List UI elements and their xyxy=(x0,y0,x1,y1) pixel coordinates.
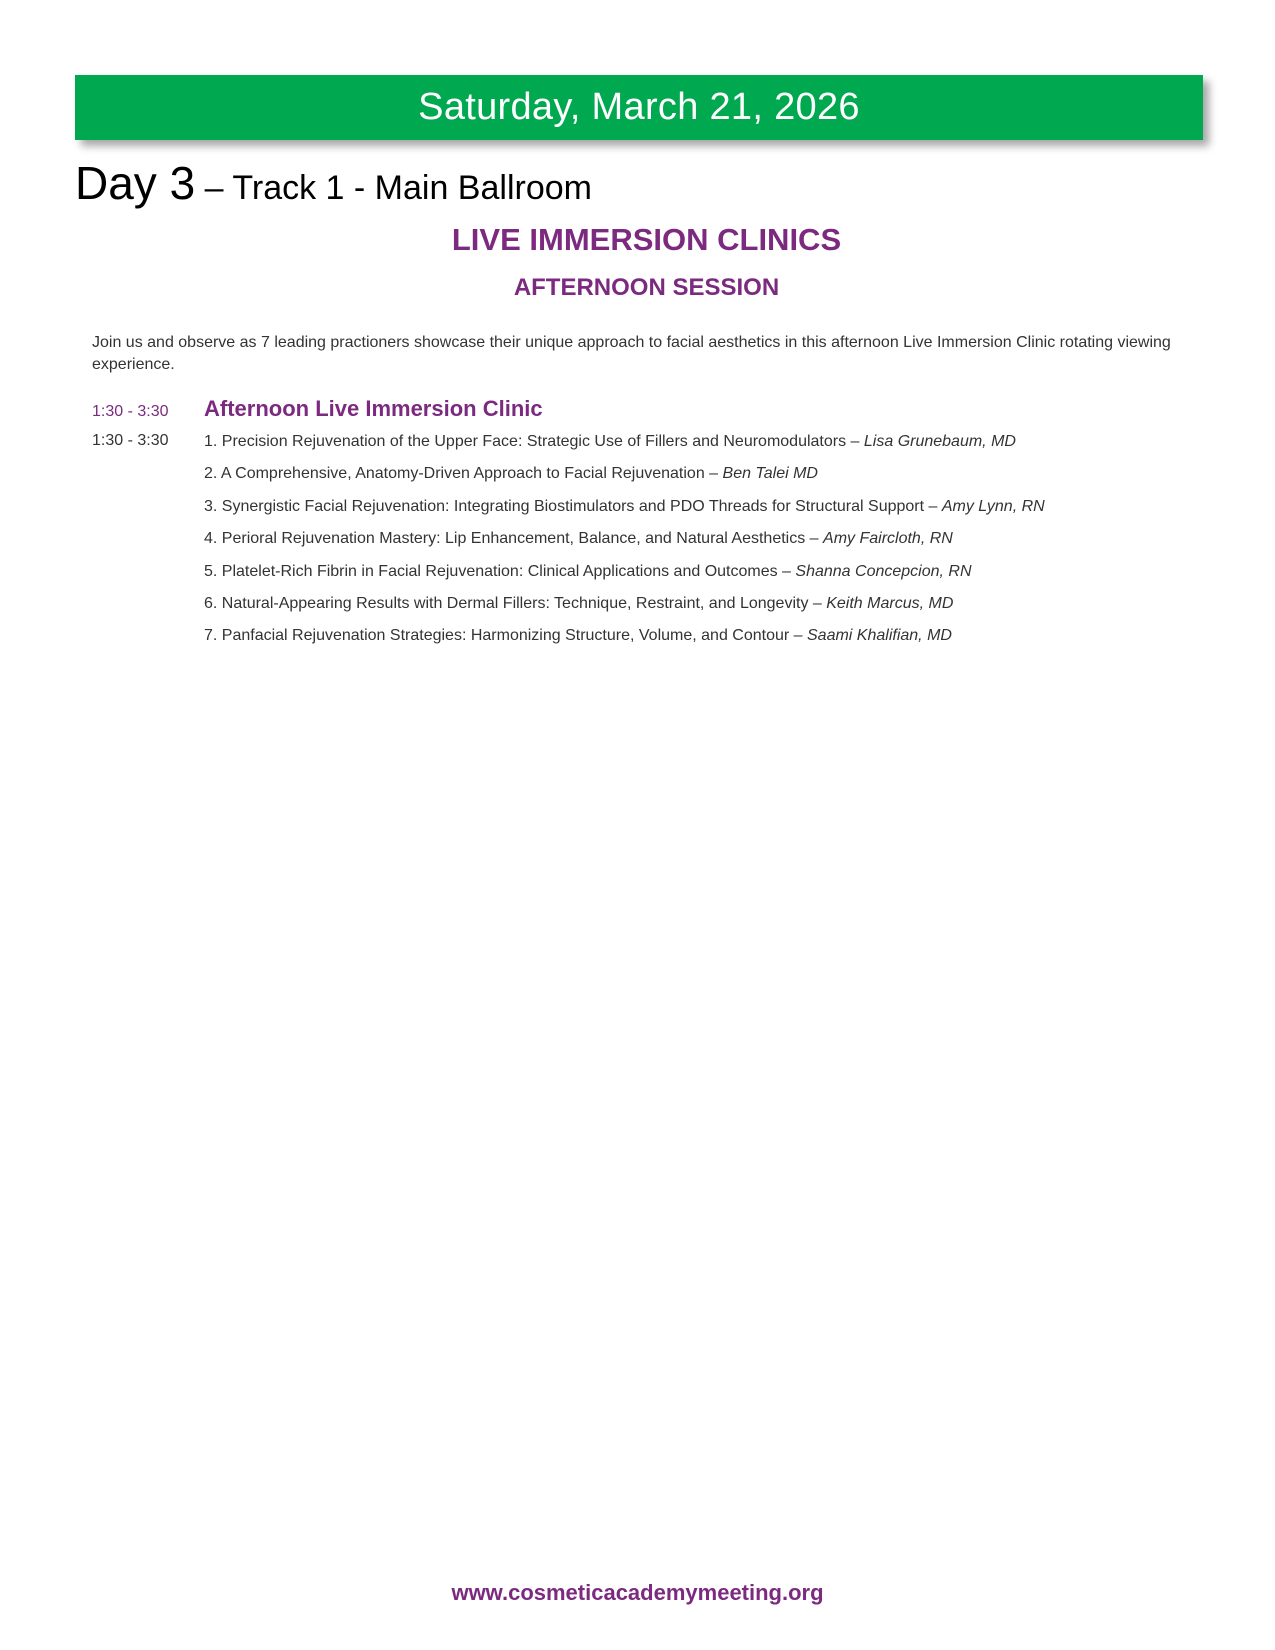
item-topic: 2. A Comprehensive, Anatomy-Driven Approach to Facial Rejuvenation – xyxy=(204,465,723,483)
track-label: – Track 1 - Main Ballroom xyxy=(195,169,592,207)
schedule-time: 1:30 - 3:30 xyxy=(92,432,169,449)
item-topic: 7. Panfacial Rejuvenation Strategies: Harmonizing Structure, Volume, and Contour – xyxy=(204,627,807,645)
page-title: LIVE IMMERSION CLINICS xyxy=(451,222,842,257)
date-banner xyxy=(75,75,1203,140)
item-speaker: Amy Lynn, RN xyxy=(941,497,1045,515)
intro-paragraph: Join us and observe as 7 leading practioners showcase their unique approach to facial aesthetics in this afternoon Live Immersion Clinic rotating viewing experience. xyxy=(92,334,1171,373)
footer-website-link[interactable]: www.cosmeticacademymeeting.org xyxy=(451,1580,824,1605)
item-topic: 3. Synergistic Facial Rejuvenation: Integrating Biostimulators and PDO Threads for Structural Support – xyxy=(204,497,942,515)
item-speaker: Keith Marcus, MD xyxy=(826,594,954,612)
item-topic: 1. Precision Rejuvenation of the Upper Face: Strategic Use of Fillers and Neuromodulators – xyxy=(204,433,864,450)
item-speaker: Lisa Grunebaum, MD xyxy=(863,433,1016,450)
list-item xyxy=(204,432,1194,464)
list-item xyxy=(204,562,1194,594)
date-text: Saturday, March 21, 2026 xyxy=(418,86,860,128)
list-item xyxy=(204,594,1194,626)
item-topic: 4. Perioral Rejuvenation Mastery: Lip Enhancement, Balance, and Natural Aesthetics – xyxy=(204,530,824,548)
session-title: Afternoon Live Immersion Clinic xyxy=(204,396,543,421)
item-speaker: Amy Faircloth, RN xyxy=(823,530,953,548)
clinic-list xyxy=(204,432,1194,659)
item-speaker: Saami Khalifian, MD xyxy=(807,627,952,645)
list-item xyxy=(204,626,1194,658)
list-item xyxy=(204,529,1194,561)
item-speaker: Shanna Concepcion, RN xyxy=(795,562,972,580)
session-subtitle: AFTERNOON SESSION xyxy=(513,274,780,301)
session-header xyxy=(92,396,1192,426)
item-topic: 5. Platelet-Rich Fibrin in Facial Rejuvenation: Clinical Applications and Outcomes – xyxy=(204,562,796,580)
day-number: Day 3 xyxy=(75,157,196,209)
list-item xyxy=(204,497,1194,529)
list-item xyxy=(204,464,1194,496)
day-heading xyxy=(75,156,592,210)
item-speaker: Ben Talei MD xyxy=(722,465,818,483)
item-topic: 6. Natural-Appearing Results with Dermal Fillers: Technique, Restraint, and Longevity – xyxy=(204,594,827,612)
session-time: 1:30 - 3:30 xyxy=(92,403,169,420)
